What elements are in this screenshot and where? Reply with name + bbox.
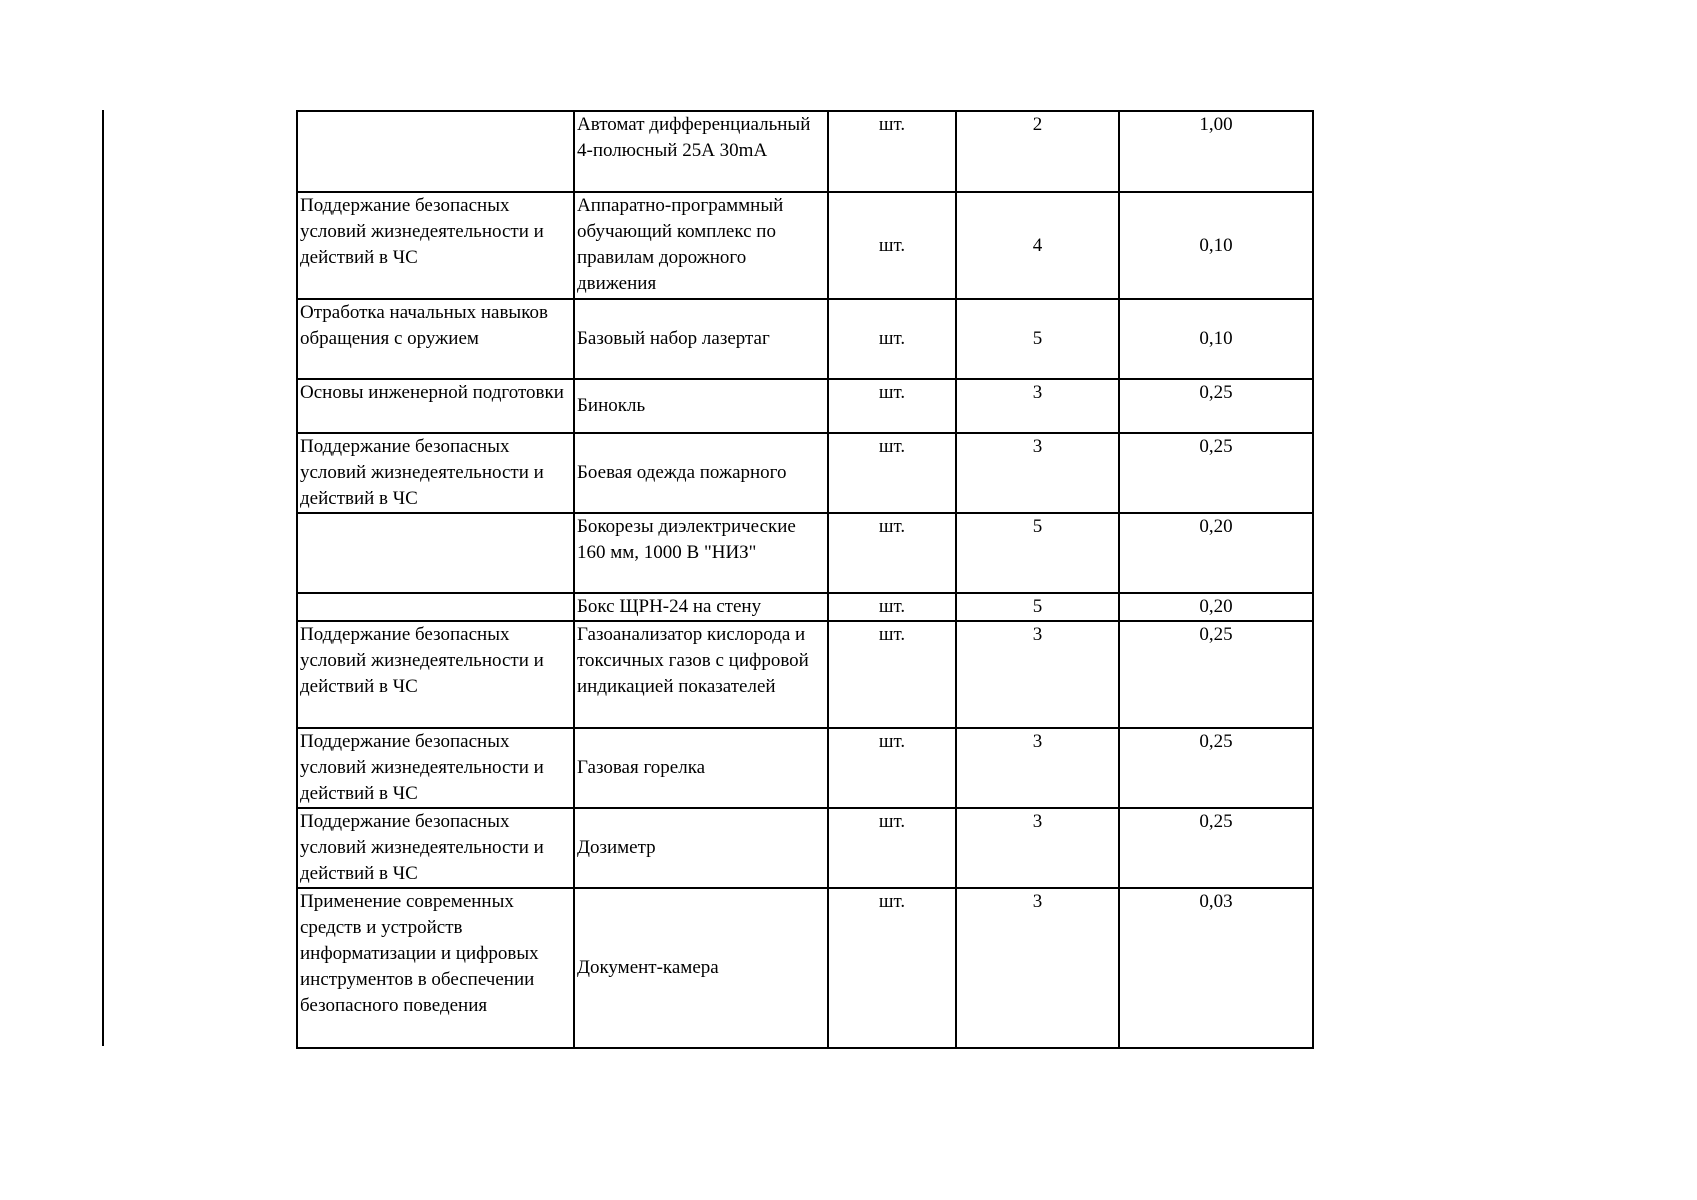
unit-cell: шт. [828, 888, 956, 1048]
unit-cell: шт. [828, 433, 956, 513]
section-cell: Поддержание безопасных условий жизнедеятельности и действий в ЧС [297, 808, 574, 888]
unit-cell: шт. [828, 111, 956, 192]
quantity-cell: 3 [956, 433, 1119, 513]
unit-cell: шт. [828, 728, 956, 808]
quantity-cell: 5 [956, 513, 1119, 593]
coefficient-cell: 1,00 [1119, 111, 1313, 192]
section-cell: Поддержание безопасных условий жизнедеятельности и действий в ЧС [297, 728, 574, 808]
coefficient-cell: 0,25 [1119, 379, 1313, 433]
unit-cell: шт. [828, 379, 956, 433]
table-row [297, 728, 1313, 808]
table-row [297, 888, 1313, 1048]
table-row [297, 379, 1313, 433]
section-cell: Поддержание безопасных условий жизнедеятельности и действий в ЧС [297, 192, 574, 299]
item-name-cell: Бокс ЩРН-24 на стену [574, 593, 828, 621]
quantity-cell: 4 [956, 192, 1119, 299]
coefficient-cell: 0,10 [1119, 299, 1313, 379]
coefficient-cell: 0,20 [1119, 593, 1313, 621]
page-margin-line [102, 110, 104, 1046]
coefficient-cell: 0,25 [1119, 433, 1313, 513]
equipment-table [296, 110, 1314, 1049]
item-name-cell: Аппаратно-программный обучающий комплекс по правилам дорожного движения [574, 192, 828, 299]
quantity-cell: 3 [956, 808, 1119, 888]
section-cell [297, 513, 574, 593]
item-name-cell: Дозиметр [574, 808, 828, 888]
item-name-cell: Бокорезы диэлектрические 160 мм, 1000 В "НИЗ" [574, 513, 828, 593]
quantity-cell: 3 [956, 621, 1119, 728]
coefficient-cell: 0,20 [1119, 513, 1313, 593]
section-cell: Основы инженерной подготовки [297, 379, 574, 433]
unit-cell: шт. [828, 808, 956, 888]
quantity-cell: 5 [956, 299, 1119, 379]
table-row [297, 111, 1313, 192]
unit-cell: шт. [828, 593, 956, 621]
table-row [297, 621, 1313, 728]
table-row [297, 593, 1313, 621]
item-name-cell: Автомат дифференциальный 4-полюсный 25А 30mA [574, 111, 828, 192]
coefficient-cell: 0,25 [1119, 728, 1313, 808]
quantity-cell: 3 [956, 379, 1119, 433]
item-name-cell: Боевая одежда пожарного [574, 433, 828, 513]
item-name-cell: Газовая горелка [574, 728, 828, 808]
table-row [297, 299, 1313, 379]
unit-cell: шт. [828, 299, 956, 379]
coefficient-cell: 0,03 [1119, 888, 1313, 1048]
table-row [297, 192, 1313, 299]
item-name-cell: Документ-камера [574, 888, 828, 1048]
table-row [297, 808, 1313, 888]
quantity-cell: 3 [956, 888, 1119, 1048]
item-name-cell: Бинокль [574, 379, 828, 433]
table-row [297, 513, 1313, 593]
unit-cell: шт. [828, 192, 956, 299]
unit-cell: шт. [828, 513, 956, 593]
coefficient-cell: 0,10 [1119, 192, 1313, 299]
quantity-cell: 5 [956, 593, 1119, 621]
quantity-cell: 2 [956, 111, 1119, 192]
item-name-cell: Базовый набор лазертаг [574, 299, 828, 379]
table-row [297, 433, 1313, 513]
section-cell [297, 593, 574, 621]
unit-cell: шт. [828, 621, 956, 728]
section-cell [297, 111, 574, 192]
coefficient-cell: 0,25 [1119, 621, 1313, 728]
coefficient-cell: 0,25 [1119, 808, 1313, 888]
section-cell: Отработка начальных навыков обращения с оружием [297, 299, 574, 379]
quantity-cell: 3 [956, 728, 1119, 808]
section-cell: Применение современных средств и устройств информатизации и цифровых инструментов в обеспечении безопасного поведения [297, 888, 574, 1048]
item-name-cell: Газоанализатор кислорода и токсичных газов с цифровой индикацией показателей [574, 621, 828, 728]
section-cell: Поддержание безопасных условий жизнедеятельности и действий в ЧС [297, 621, 574, 728]
section-cell: Поддержание безопасных условий жизнедеятельности и действий в ЧС [297, 433, 574, 513]
